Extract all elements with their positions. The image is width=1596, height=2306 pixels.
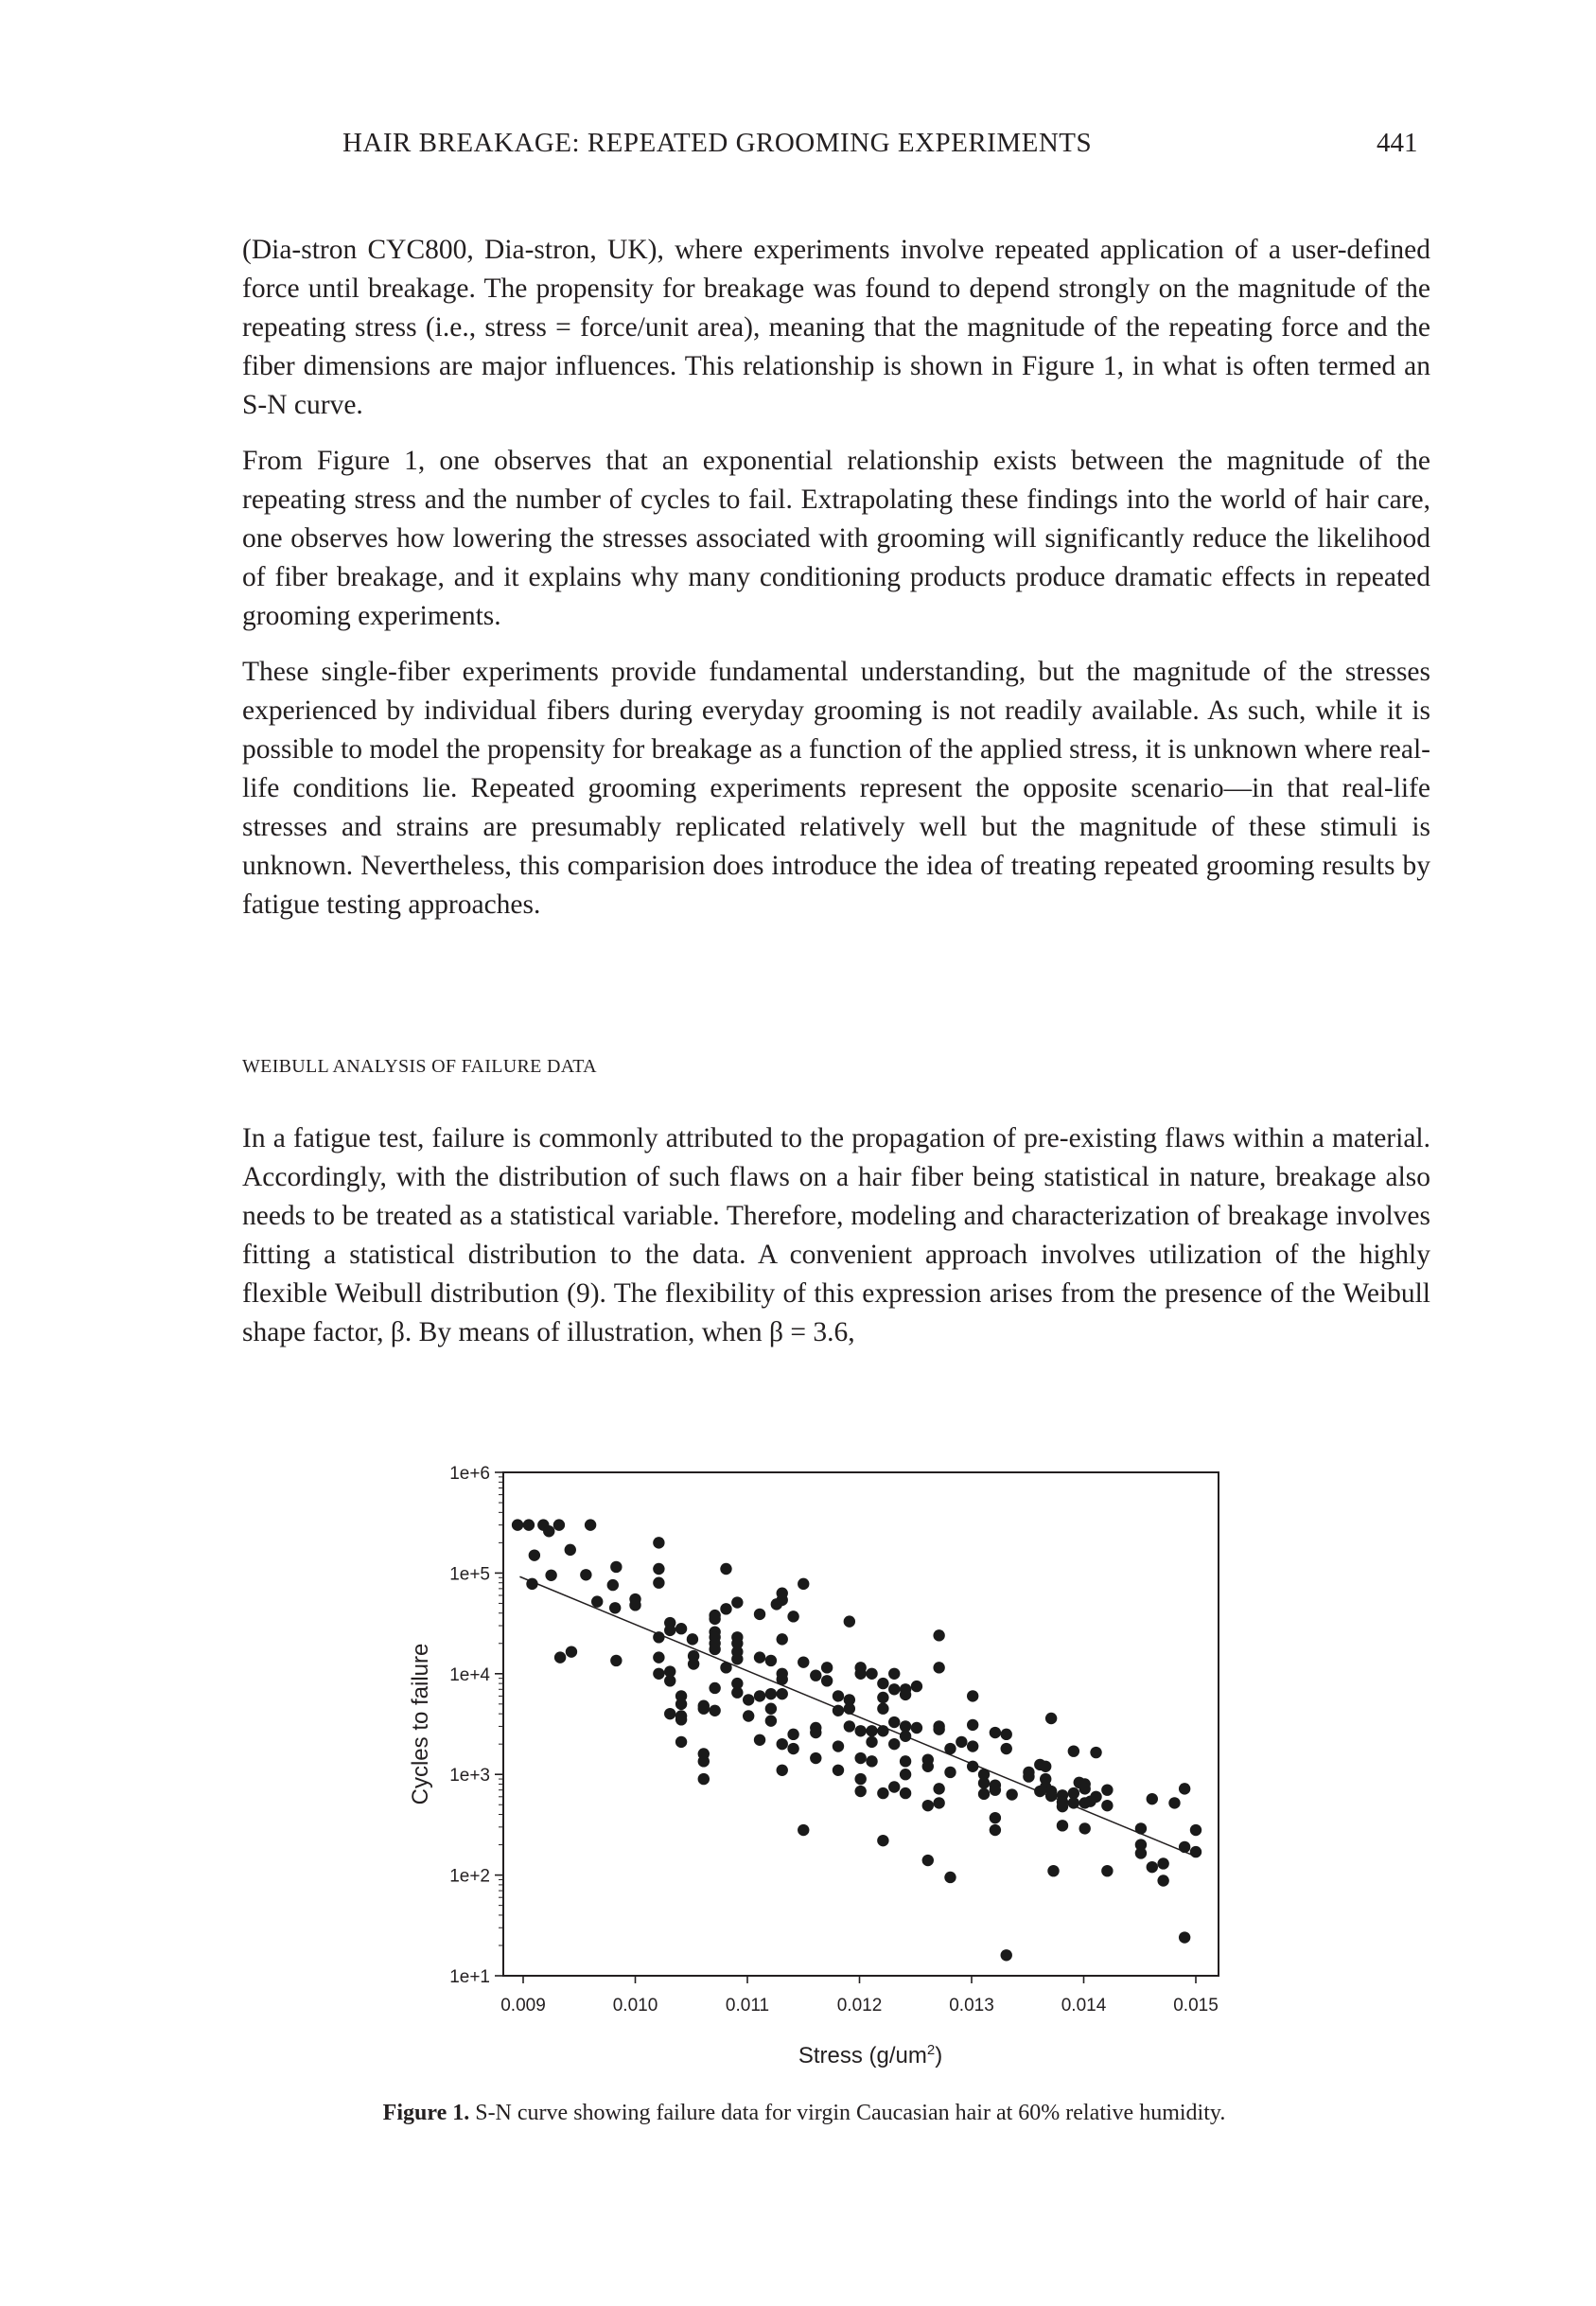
x-tick-label: 0.015 [1173,1996,1219,2016]
data-point [731,1687,743,1699]
data-point [990,1812,1001,1823]
data-point [821,1675,833,1686]
data-point [675,1699,687,1710]
data-point [854,1725,866,1736]
data-point [709,1682,720,1694]
data-point [844,1720,855,1732]
data-point [967,1690,978,1701]
data-point [591,1595,603,1607]
data-point [798,1656,809,1667]
data-point [1079,1783,1090,1794]
data-point [777,1588,788,1599]
data-point [754,1690,765,1701]
data-point [526,1578,537,1590]
y-tick-label: 1e+1 [449,1967,490,1987]
data-point [833,1740,844,1752]
data-point [609,1602,621,1613]
data-point [933,1783,944,1794]
data-point [653,1651,664,1663]
data-point [1190,1846,1201,1857]
data-point [731,1596,743,1608]
plot-frame [503,1472,1219,1976]
data-point [900,1787,911,1799]
data-point [1023,1770,1034,1782]
data-point [922,1800,934,1811]
data-point [545,1570,556,1581]
data-point [1040,1761,1051,1772]
data-point [754,1734,765,1746]
data-point [1147,1861,1158,1873]
data-point [877,1787,888,1799]
data-point [978,1788,990,1800]
figure-caption-text: S-N curve showing failure data for virgin Caucasian hair at 60% relative humidity. [469,2101,1226,2125]
data-point [967,1719,978,1731]
data-point [787,1729,798,1740]
data-point [944,1743,956,1754]
data-point [675,1736,687,1748]
data-point [1179,1841,1190,1853]
data-point [1057,1801,1068,1812]
data-point [754,1609,765,1620]
data-point [854,1773,866,1785]
data-point [1147,1793,1158,1804]
data-point [933,1629,944,1641]
data-point [911,1722,922,1734]
body-paragraph-3: These single-fiber experiments provide fundamental understanding, but the magnitude of the stresses experienced by individual fibers during everyday grooming is not readily available. As such, while it is possible to model the propensity for breakage as a function of the applied stress, it is unknown where real-life conditions lie. Repeated grooming experiments represent the opposite scenario—in that real-life stresses and strains are presumably replicated relatively well but the magnitude of these stimuli is unknown. Nevertheless, this comparision does introduce the idea of treating repeated grooming results by fatigue testing approaches. [242,657,1430,920]
data-point [944,1767,956,1778]
data-point [1157,1875,1168,1886]
data-point [1068,1797,1079,1808]
data-point [933,1797,944,1808]
data-point [664,1625,675,1636]
data-point [543,1525,554,1537]
data-point [610,1655,622,1666]
data-point [610,1561,622,1573]
data-point [777,1738,788,1750]
data-point [675,1623,687,1634]
y-tick-label: 1e+6 [449,1464,490,1484]
data-point [866,1668,877,1680]
data-point [900,1731,911,1742]
data-point [664,1708,675,1719]
data-point [1135,1847,1147,1858]
figure-caption-label: Figure 1. [382,2101,470,2125]
data-point [765,1715,777,1726]
data-point [956,1736,967,1748]
y-tick-label: 1e+3 [449,1766,490,1787]
data-point [1168,1797,1180,1808]
data-point [653,1563,664,1575]
data-point [777,1633,788,1645]
data-point [777,1688,788,1699]
data-point [777,1674,788,1685]
body-paragraph-2: From Figure 1, one observes that an exponential relationship exists between the magnitude of the repeating stress and the number of cycles to fail. Extrapolating these findings into the world of hair care, one observes how lowering the stresses associated with grooming will significantly reduce the likelihood of fiber breakage, and it explains why many conditioning products produce dramatic effects in repeated grooming experiments. [242,446,1430,631]
data-point [833,1690,844,1701]
data-point [1045,1713,1057,1724]
data-point [720,1662,731,1673]
body-paragraph-1: (Dia-stron CYC800, Dia-stron, UK), where experiments involve repeated application of a user-defined force until breakage. The propensity for breakage was found to depend strongly on the magnitude of the repeating stress (i.e., stress = force/unit area), meaning that the magnitude of the repeating force and the fiber dimensions are major influences. This relationship is shown in Figure 1, in what is often termed an S-N curve. [242,235,1430,420]
data-point [854,1668,866,1680]
data-point [687,1633,698,1645]
x-tick-label: 0.011 [725,1996,770,2016]
data-point [698,1702,710,1714]
data-point [933,1662,944,1673]
data-point [565,1544,576,1556]
data-point [765,1688,777,1699]
data-point [580,1569,591,1580]
data-point [888,1738,900,1750]
data-point [553,1519,565,1530]
data-point [888,1716,900,1728]
data-point [566,1646,577,1657]
data-point [777,1765,788,1776]
running-head: HAIR BREAKAGE: REPEATED GROOMING EXPERIMENTS [342,128,1093,158]
figure-caption [284,2101,1324,2126]
x-tick-label: 0.010 [612,1996,658,2016]
data-point [675,1714,687,1725]
page-number: 441 [1377,128,1418,158]
data-point [1057,1820,1068,1831]
data-point [798,1824,809,1836]
x-tick-label: 0.012 [836,1996,883,2016]
data-point [967,1761,978,1772]
data-point [653,1577,664,1589]
data-point [765,1702,777,1714]
data-point [810,1669,821,1681]
data-point [810,1752,821,1764]
data-point [854,1786,866,1797]
data-point [523,1519,535,1530]
x-tick-label: 0.009 [500,1996,546,2016]
data-point [653,1668,664,1680]
data-point [990,1784,1001,1795]
data-point [990,1727,1001,1738]
data-point [810,1727,821,1738]
data-point [833,1705,844,1716]
data-point [731,1653,743,1664]
data-point [1001,1729,1012,1740]
x-tick-label: 0.013 [949,1996,994,2016]
data-point [854,1752,866,1764]
data-point [629,1599,640,1611]
x-tick-label: 0.014 [1061,1996,1107,2016]
data-point [888,1683,900,1695]
data-point [877,1692,888,1703]
data-point [922,1855,934,1866]
data-point [877,1702,888,1714]
data-point [833,1765,844,1776]
data-point [529,1549,540,1560]
data-point [1090,1747,1101,1758]
data-point [787,1611,798,1622]
data-point [709,1613,720,1625]
data-point [911,1681,922,1692]
data-point [877,1725,888,1736]
data-point [787,1743,798,1754]
data-point [765,1655,777,1666]
data-point [664,1675,675,1686]
y-axis-label: Cycles to failure [408,1643,433,1805]
data-point [743,1694,754,1705]
data-point [743,1710,754,1721]
data-point [866,1725,877,1736]
data-point [720,1603,731,1614]
data-point [698,1773,710,1785]
data-point [888,1668,900,1680]
data-point [877,1678,888,1689]
data-point [653,1631,664,1643]
data-point [653,1537,664,1548]
data-point [1047,1865,1059,1876]
data-point [866,1755,877,1767]
data-point [1068,1745,1079,1756]
data-point [821,1662,833,1673]
data-point [900,1755,911,1767]
data-point [844,1702,855,1714]
data-point [754,1651,765,1663]
data-point [922,1761,934,1772]
data-point [1179,1783,1190,1794]
data-point [1090,1791,1101,1803]
data-point [1157,1857,1168,1869]
data-point [709,1705,720,1716]
data-point [607,1579,619,1591]
data-point [512,1519,523,1530]
data-point [585,1519,596,1530]
data-point [1045,1790,1057,1802]
data-point [888,1781,900,1792]
data-point [877,1835,888,1846]
data-point [1079,1822,1090,1834]
section-paragraph: In a fatigue test, failure is commonly attributed to the propagation of pre-existing flaws within a material. Accordingly, with the distribution of such flaws on a hair fiber being statistical in nature, breakage also needs to be treated as a statistical variable. Therefore, modeling and characterization of breakage involves fitting a statistical distribution to the data. A convenient approach involves utilization of the highly flexible Weibull distribution (9). The flexibility of this expression arises from the presence of the Weibull shape factor, β. By means of illustration, when β = 3.6, [242,1123,1430,1347]
data-point [1135,1822,1147,1834]
sn-curve-scatter-plot [378,1438,1268,2091]
data-point [798,1578,809,1590]
data-point [1101,1784,1113,1795]
figure-1-chart [378,1438,1268,2091]
data-point [1101,1800,1113,1811]
data-point [1006,1788,1017,1800]
data-point [944,1872,956,1883]
y-tick-label: 1e+4 [449,1664,490,1685]
section-heading: WEIBULL ANALYSIS OF FAILURE DATA [242,1056,597,1077]
data-point [1001,1743,1012,1754]
data-point [554,1651,566,1663]
data-point [1001,1949,1012,1961]
data-point [698,1755,710,1767]
y-tick-label: 1e+5 [449,1564,490,1585]
regression-line [519,1576,1191,1855]
data-point [844,1615,855,1627]
data-point [990,1824,1001,1836]
data-point [933,1723,944,1734]
data-point [1101,1865,1113,1876]
data-point [967,1740,978,1752]
data-point [1179,1931,1190,1943]
data-point [900,1769,911,1780]
data-point [709,1644,720,1655]
data-point [720,1563,731,1575]
x-axis-label: Stress $(g/um^2)$ [798,2042,943,2068]
data-point [900,1689,911,1700]
y-tick-label: 1e+2 [449,1866,490,1887]
data-point [688,1658,699,1669]
data-point [1190,1824,1201,1836]
data-point [866,1736,877,1748]
data-point [978,1777,990,1788]
